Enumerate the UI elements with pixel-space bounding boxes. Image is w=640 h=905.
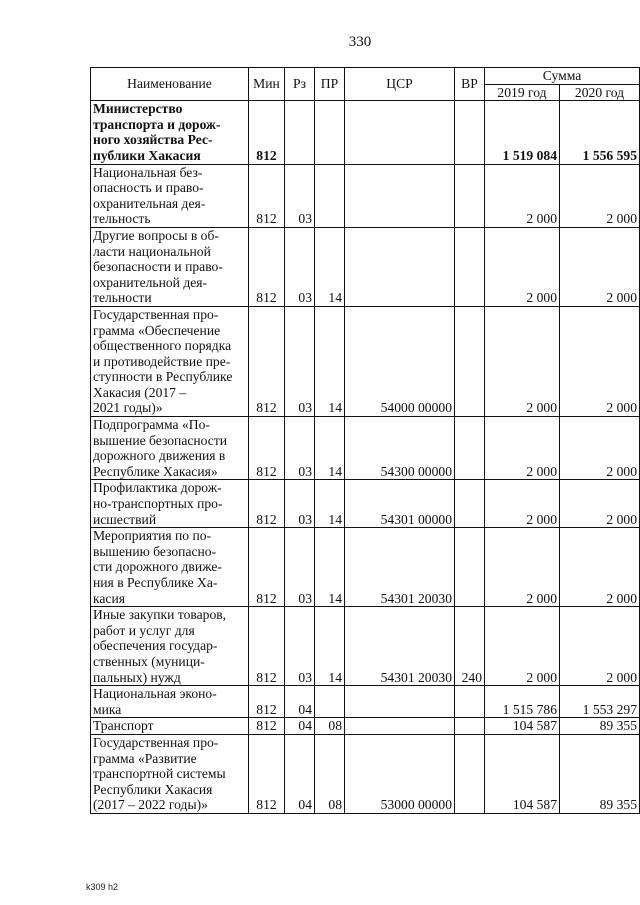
row-sum-2020: 2 000 — [560, 480, 640, 528]
row-pr: 08 — [315, 718, 345, 735]
row-name-line: Иные закупки товаров, — [93, 607, 227, 623]
row-name-line: транспортной системы — [93, 766, 226, 782]
row-vr — [455, 480, 485, 528]
row-name — [91, 718, 249, 735]
row-name-line: 2021 годы)» — [93, 400, 163, 416]
row-name — [91, 227, 249, 306]
row-name-line: работ и услуг для — [93, 622, 195, 638]
row-name-line: ственных (муници- — [93, 653, 205, 669]
row-name — [91, 686, 249, 718]
row-sum-2020: 2 000 — [560, 607, 640, 686]
row-rz — [285, 101, 315, 164]
table-row — [91, 686, 640, 718]
row-min: 812 — [249, 306, 285, 416]
row-name-line: Хакасия (2017 – — [93, 384, 187, 400]
row-min: 812 — [249, 417, 285, 480]
row-name-line: мика — [93, 701, 122, 717]
row-sum-2019: 2 000 — [485, 528, 560, 607]
header-year-2020: 2020 год — [560, 84, 640, 101]
row-sum-2019: 104 587 — [485, 734, 560, 813]
row-name-line: (2017 – 2022 годы)» — [93, 797, 208, 813]
row-sum-2020: 2 000 — [560, 227, 640, 306]
row-name — [91, 734, 249, 813]
row-vr — [455, 417, 485, 480]
row-name-line: охранительной дея- — [93, 274, 208, 290]
header-min: Мин — [249, 68, 285, 101]
row-name-line: ного хозяйства Рес- — [93, 132, 213, 148]
row-vr — [455, 227, 485, 306]
row-pr: 14 — [315, 417, 345, 480]
header-name: Наименование — [91, 68, 249, 101]
row-name-line: Республике Хакасия» — [93, 463, 218, 479]
row-min: 812 — [249, 480, 285, 528]
row-name-line: Транспорт — [93, 718, 154, 734]
row-name — [91, 607, 249, 686]
row-vr — [455, 164, 485, 227]
table-row — [91, 164, 640, 227]
row-pr — [315, 101, 345, 164]
row-csr: 54301 20030 — [345, 607, 455, 686]
row-name — [91, 164, 249, 227]
row-pr: 14 — [315, 607, 345, 686]
table-row — [91, 528, 640, 607]
row-name-line: вышение безопасности — [93, 432, 228, 448]
row-name-line: Профилактика дорож- — [93, 480, 222, 496]
row-name-line: опасность и право- — [93, 180, 204, 196]
table-row — [91, 718, 640, 735]
row-vr: 240 — [455, 607, 485, 686]
row-sum-2020: 2 000 — [560, 306, 640, 416]
row-sum-2020: 2 000 — [560, 417, 640, 480]
row-name-line: грамма «Обеспечение — [93, 322, 221, 338]
row-sum-2020: 89 355 — [560, 718, 640, 735]
table-row — [91, 417, 640, 480]
row-rz: 03 — [285, 607, 315, 686]
row-sum-2020: 1 556 595 — [560, 101, 640, 164]
row-name-line: ступности в Республике — [93, 369, 233, 385]
row-name-line: дорожного движения в — [93, 448, 226, 464]
table-row — [91, 227, 640, 306]
row-name-line: сти дорожного движе- — [93, 559, 222, 575]
row-csr — [345, 164, 455, 227]
row-sum-2019: 1 515 786 — [485, 686, 560, 718]
row-pr — [315, 164, 345, 227]
row-name — [91, 480, 249, 528]
header-vr: ВР — [455, 68, 485, 101]
row-pr: 14 — [315, 480, 345, 528]
row-sum-2019: 2 000 — [485, 480, 560, 528]
row-min: 812 — [249, 227, 285, 306]
row-sum-2019: 2 000 — [485, 164, 560, 227]
row-min: 812 — [249, 164, 285, 227]
row-name-line: Государственная про- — [93, 734, 219, 750]
row-name — [91, 417, 249, 480]
row-min: 812 — [249, 718, 285, 735]
table-row — [91, 607, 640, 686]
row-csr — [345, 686, 455, 718]
row-vr — [455, 528, 485, 607]
row-name — [91, 528, 249, 607]
row-name-line: охранительная дея- — [93, 195, 206, 211]
row-sum-2019: 2 000 — [485, 417, 560, 480]
row-pr — [315, 686, 345, 718]
row-vr — [455, 718, 485, 735]
row-rz: 03 — [285, 164, 315, 227]
row-sum-2019: 2 000 — [485, 607, 560, 686]
row-name-line: транспорта и дорож- — [93, 116, 221, 132]
row-min: 812 — [249, 734, 285, 813]
row-csr — [345, 101, 455, 164]
row-min: 812 — [249, 528, 285, 607]
row-csr: 53000 00000 — [345, 734, 455, 813]
row-sum-2020: 2 000 — [560, 528, 640, 607]
row-csr: 54301 20030 — [345, 528, 455, 607]
row-name-line: обеспечения государ- — [93, 638, 218, 654]
row-name-line: тельность — [93, 211, 151, 227]
row-name-line: грамма «Развитие — [93, 750, 197, 766]
row-sum-2020: 89 355 — [560, 734, 640, 813]
row-name-line: безопасности и право- — [93, 259, 223, 275]
row-name — [91, 306, 249, 416]
row-vr — [455, 101, 485, 164]
budget-table — [90, 67, 640, 814]
row-vr — [455, 306, 485, 416]
row-csr: 54000 00000 — [345, 306, 455, 416]
row-name-line: ласти национальной — [93, 243, 211, 259]
table-row — [91, 306, 640, 416]
row-name-line: исшествий — [93, 511, 157, 527]
row-sum-2019: 104 587 — [485, 718, 560, 735]
header-csr: ЦСР — [345, 68, 455, 101]
row-min: 812 — [249, 686, 285, 718]
row-rz: 04 — [285, 718, 315, 735]
table-row — [91, 101, 640, 164]
row-name-line: и противодействие пре- — [93, 353, 231, 369]
row-sum-2020: 2 000 — [560, 164, 640, 227]
row-name-line: но-транспортных про- — [93, 496, 223, 512]
row-min: 812 — [249, 101, 285, 164]
row-sum-2019: 2 000 — [485, 227, 560, 306]
row-sum-2019: 2 000 — [485, 306, 560, 416]
table-row — [91, 734, 640, 813]
row-name-line: пальных) нужд — [93, 669, 181, 685]
row-name-line: вышению безопасно- — [93, 543, 217, 559]
row-name-line: Государственная про- — [93, 306, 219, 322]
row-name-line: Мероприятия по по- — [93, 528, 212, 544]
row-rz: 04 — [285, 734, 315, 813]
row-pr: 14 — [315, 528, 345, 607]
row-csr — [345, 227, 455, 306]
row-csr — [345, 718, 455, 735]
row-pr: 14 — [315, 306, 345, 416]
row-name-line: ния в Республике Ха- — [93, 575, 218, 590]
row-csr: 54301 00000 — [345, 480, 455, 528]
row-vr — [455, 734, 485, 813]
row-name-line: Другие вопросы в об- — [93, 227, 219, 243]
row-rz: 03 — [285, 417, 315, 480]
row-vr — [455, 686, 485, 718]
row-sum-2020: 1 553 297 — [560, 686, 640, 718]
row-pr: 08 — [315, 734, 345, 813]
row-name-line: тельности — [93, 290, 152, 306]
row-name-line: публики Хакасия — [93, 147, 201, 163]
row-pr: 14 — [315, 227, 345, 306]
page-number: 330 — [348, 34, 372, 50]
row-rz: 03 — [285, 480, 315, 528]
row-name-line: общественного порядка — [93, 338, 232, 354]
row-rz: 04 — [285, 686, 315, 718]
row-csr: 54300 00000 — [345, 417, 455, 480]
table-row — [91, 480, 640, 528]
row-name-line: Подпрограмма «По- — [93, 417, 210, 433]
row-min: 812 — [249, 607, 285, 686]
row-name-line: касия — [93, 590, 125, 606]
row-rz: 03 — [285, 528, 315, 607]
header-year-2019: 2019 год — [485, 84, 560, 101]
row-name-line: Национальная эконо- — [93, 686, 217, 702]
row-name-line: Национальная без- — [93, 164, 203, 180]
header-sum: Сумма — [485, 68, 640, 85]
footer-code: k309 h2 — [86, 882, 119, 892]
header-pr: ПР — [315, 68, 345, 101]
row-name — [91, 101, 249, 164]
row-rz: 03 — [285, 306, 315, 416]
row-rz: 03 — [285, 227, 315, 306]
row-sum-2019: 1 519 084 — [485, 101, 560, 164]
row-name-line: Республики Хакасия — [93, 781, 213, 797]
row-name-line: Министерство — [93, 101, 183, 117]
header-rz: Рз — [285, 68, 315, 101]
